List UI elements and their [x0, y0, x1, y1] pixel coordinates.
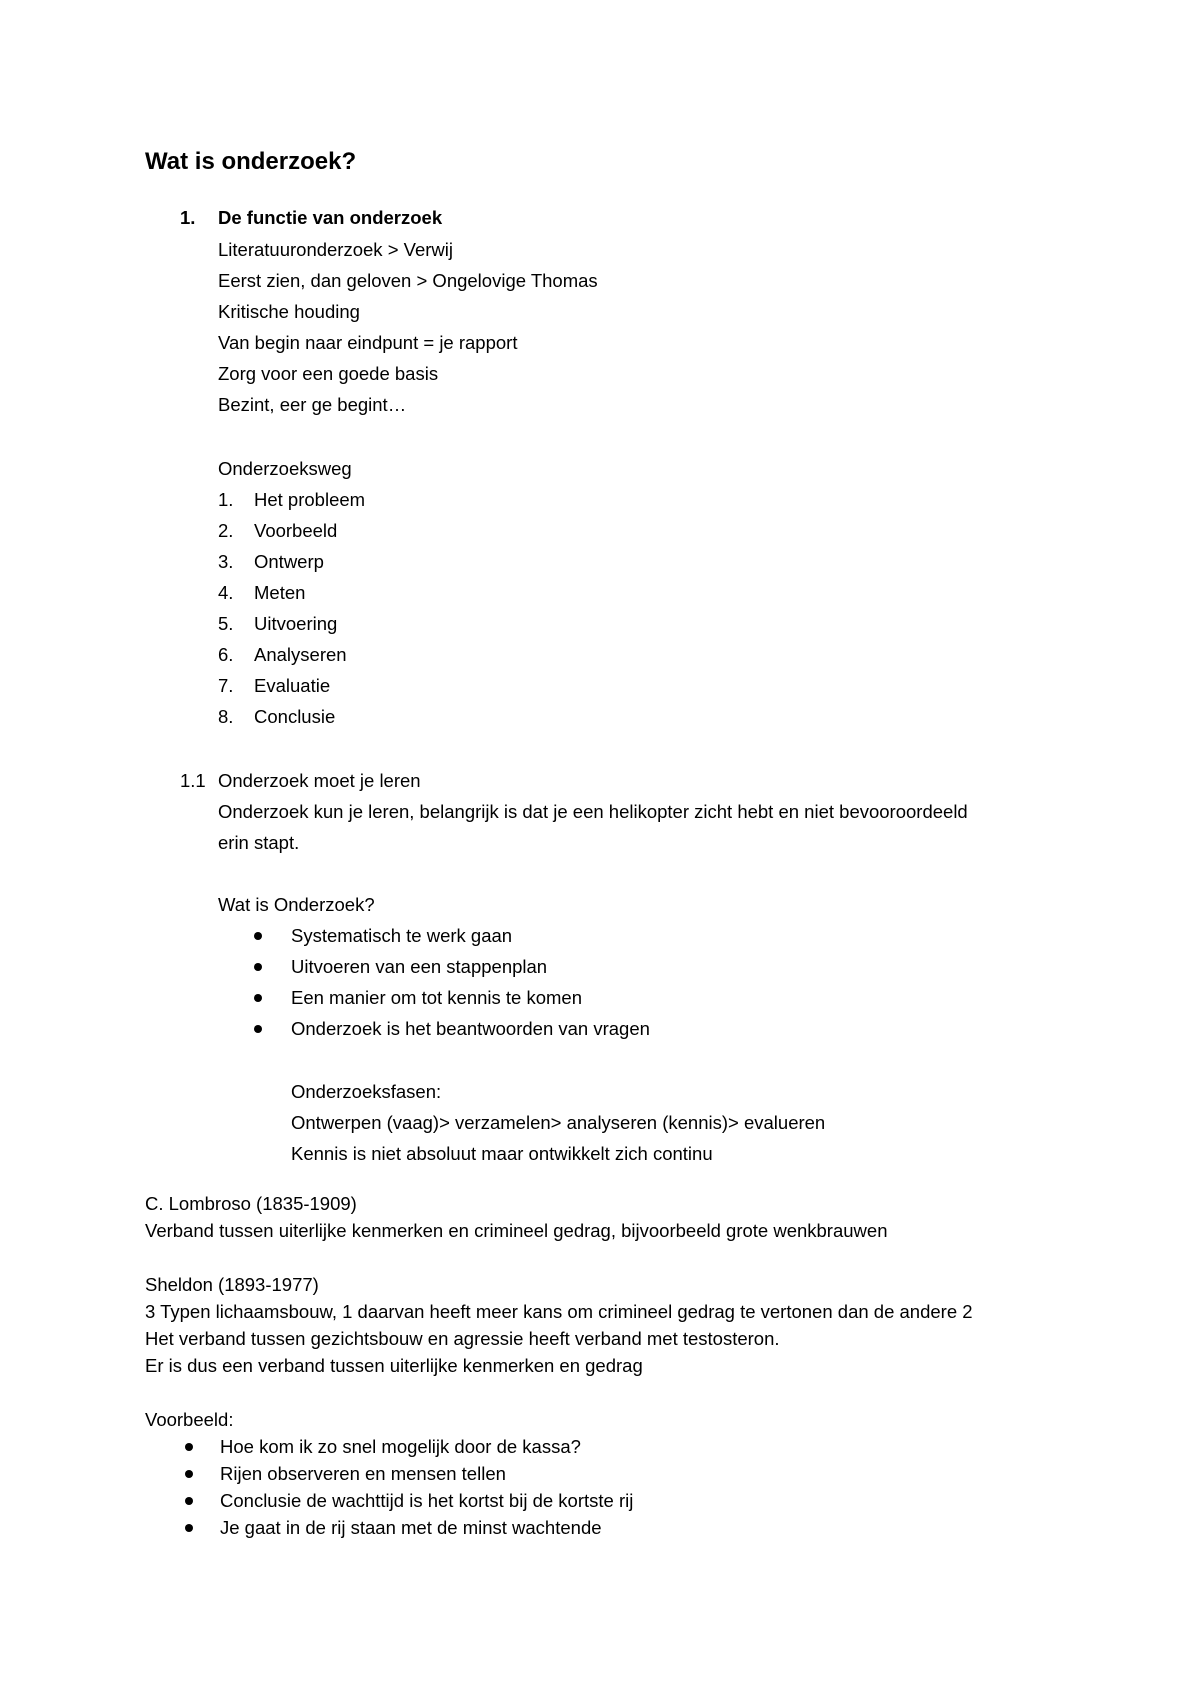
page-title: Wat is onderzoek? — [145, 148, 357, 175]
subheading: Onderzoeksfasen: — [291, 1081, 442, 1102]
list-item: Voorbeeld — [254, 520, 338, 541]
list-number: 2. — [218, 520, 234, 541]
text-line: Kritische houding — [218, 301, 360, 322]
list-item: Meten — [254, 582, 306, 603]
bullet-icon — [185, 1470, 193, 1478]
list-item: Ontwerp — [254, 551, 324, 572]
paragraph-line: erin stapt. — [218, 832, 300, 853]
bullet-icon — [185, 1497, 193, 1505]
bullet-icon — [254, 994, 262, 1002]
text-line: Ontwerpen (vaag)> verzamelen> analyseren (kennis)> evalueren — [291, 1112, 826, 1133]
list-number: 1. — [218, 489, 234, 510]
subheading: Voorbeeld: — [145, 1409, 234, 1430]
list-number: 4. — [218, 582, 234, 603]
bullet-icon — [254, 932, 262, 940]
section-number: 1.1 — [180, 770, 206, 791]
text-line: Literatuuronderzoek > Verwij — [218, 239, 453, 260]
text-line: Kennis is niet absoluut maar ontwikkelt zich continu — [291, 1143, 713, 1164]
section-number: 1. — [180, 207, 196, 228]
list-item: Conclusie — [254, 706, 336, 727]
person-heading: Sheldon (1893-1977) — [145, 1274, 319, 1295]
list-item: Onderzoek is het beantwoorden van vragen — [291, 1018, 650, 1039]
bullet-icon — [254, 1025, 262, 1033]
list-number: 8. — [218, 706, 234, 727]
list-number: 7. — [218, 675, 234, 696]
section-heading: Onderzoek moet je leren — [218, 770, 421, 791]
list-item: Een manier om tot kennis te komen — [291, 987, 583, 1008]
list-item: Het probleem — [254, 489, 366, 510]
text-line: Het verband tussen gezichtsbouw en agressie heeft verband met testosteron. — [145, 1328, 780, 1349]
text-line: Van begin naar eindpunt = je rapport — [218, 332, 518, 353]
bullet-icon — [185, 1524, 193, 1532]
text-line: Zorg voor een goede basis — [218, 363, 439, 384]
list-item: Rijen observeren en mensen tellen — [220, 1463, 506, 1484]
paragraph-line: Onderzoek kun je leren, belangrijk is dat je een helikopter zicht hebt en niet bevooroordeeld — [218, 801, 968, 822]
list-item: Analyseren — [254, 644, 347, 665]
person-heading: C. Lombroso (1835-1909) — [145, 1193, 357, 1214]
text-line: 3 Typen lichaamsbouw, 1 daarvan heeft meer kans om crimineel gedrag te vertonen dan de andere 2 — [145, 1301, 973, 1322]
list-item: Uitvoeren van een stappenplan — [291, 956, 548, 977]
list-item: Uitvoering — [254, 613, 338, 634]
list-number: 3. — [218, 551, 234, 572]
bullet-icon — [185, 1443, 193, 1451]
text-line: Er is dus een verband tussen uiterlijke kenmerken en gedrag — [145, 1355, 643, 1376]
subheading: Wat is Onderzoek? — [218, 894, 375, 915]
list-number: 5. — [218, 613, 234, 634]
list-item: Evaluatie — [254, 675, 331, 696]
list-item: Conclusie de wachttijd is het kortst bij de kortste rij — [220, 1490, 634, 1511]
list-item: Hoe kom ik zo snel mogelijk door de kassa? — [220, 1436, 581, 1457]
section-heading: De functie van onderzoek — [218, 207, 443, 228]
text-line: Bezint, eer ge begint… — [218, 394, 407, 415]
bullet-icon — [254, 963, 262, 971]
list-item: Je gaat in de rij staan met de minst wachtende — [220, 1517, 602, 1538]
text-line: Verband tussen uiterlijke kenmerken en crimineel gedrag, bijvoorbeeld grote wenkbrauwen — [145, 1220, 888, 1241]
text-line: Eerst zien, dan geloven > Ongelovige Thomas — [218, 270, 598, 291]
subheading: Onderzoeksweg — [218, 458, 352, 479]
list-item: Systematisch te werk gaan — [291, 925, 513, 946]
list-number: 6. — [218, 644, 234, 665]
